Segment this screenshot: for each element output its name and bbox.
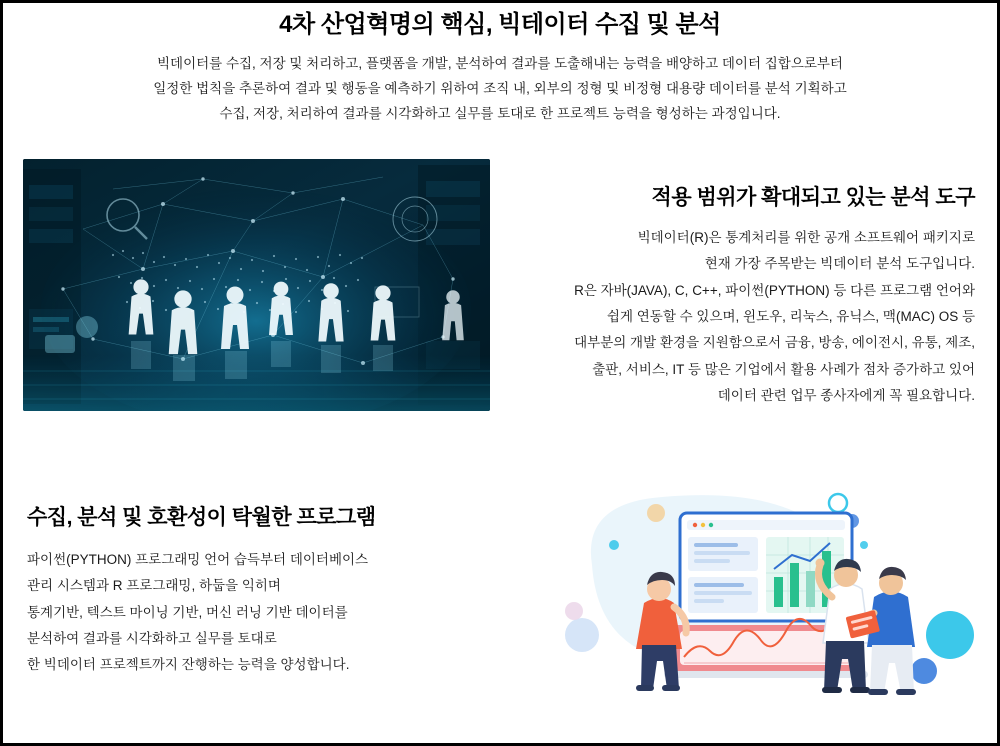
middle-paragraph-line: R은 자바(JAVA), C, C++, 파이썬(PYTHON) 등 다른 프로그램 언어와 xyxy=(574,282,975,298)
bottom-text-block xyxy=(27,485,547,679)
header-paragraph xyxy=(3,52,997,127)
bottom-paragraph-line: 분석하여 결과를 시각화하고 실무를 토대로 xyxy=(27,631,277,647)
bottom-paragraph xyxy=(27,547,547,679)
middle-paragraph-line: 출판, 서비스, IT 등 많은 기업에서 활용 사례가 점차 증가하고 있어 xyxy=(592,361,975,377)
bottom-paragraph-line: 관리 시스템과 R 프로그래밍, 하둡을 익히며 xyxy=(27,578,281,594)
bottom-paragraph-line: 통계기반, 텍스트 마이닝 기반, 머신 러닝 기반 데이터를 xyxy=(27,604,348,620)
bottom-title: 수집, 분석 및 호환성이 탁월한 프로그램 xyxy=(27,506,376,530)
bigdata-network-image xyxy=(23,159,490,411)
header-paragraph-line: 수집, 저장, 처리하여 결과를 시각화하고 실무를 토대로 한 프로젝트 능력을 형성하는 과정입니다. xyxy=(219,106,781,122)
page-title: 4차 산업혁명의 핵심, 빅테이터 수집 및 분석 xyxy=(279,11,721,38)
middle-paragraph-line: 쉽게 연동할 수 있으며, 윈도우, 리눅스, 유닉스, 맥(MAC) OS 등 xyxy=(606,309,975,325)
header-paragraph-line: 일정한 법칙을 추론하여 결과 및 행동을 예측하기 위하여 조직 내, 외부의 정형 및 비정형 대용량 데이터를 분석 기획하고 xyxy=(153,81,847,97)
middle-paragraph-line: 데이터 관련 업무 종사자에게 꼭 필요합니다. xyxy=(717,387,975,403)
bottom-paragraph-line: 한 빅데이터 프로젝트까지 잔행하는 능력을 양성합니다. xyxy=(27,657,350,673)
middle-paragraph-line: 대부분의 개발 환경을 지원함으로서 금융, 방송, 에이전시, 유통, 제조, xyxy=(574,335,975,351)
dashboard-illustration xyxy=(547,485,977,700)
middle-paragraph xyxy=(530,225,975,409)
middle-paragraph-line: 빅데이터(R)은 통계처리를 위한 공개 소프트웨어 패키지로 xyxy=(637,230,975,246)
middle-section xyxy=(3,159,997,411)
middle-title: 적용 범위가 확대되고 있는 분석 도구 xyxy=(651,186,975,210)
middle-text-block xyxy=(490,159,975,409)
bottom-paragraph-line: 파이썬(PYTHON) 프로그래밍 언어 습득부터 데이터베이스 xyxy=(27,552,369,568)
header-paragraph-line: 빅데이터를 수집, 저장 및 처리하고, 플랫폼을 개발, 분석하여 결과를 도출해내는 능력을 배양하고 데이터 집합으로부터 xyxy=(157,56,843,72)
bottom-section xyxy=(3,485,997,700)
middle-paragraph-line: 현재 가장 주목받는 빅데이터 분석 도구입니다. xyxy=(704,256,975,272)
header-section xyxy=(3,3,997,127)
